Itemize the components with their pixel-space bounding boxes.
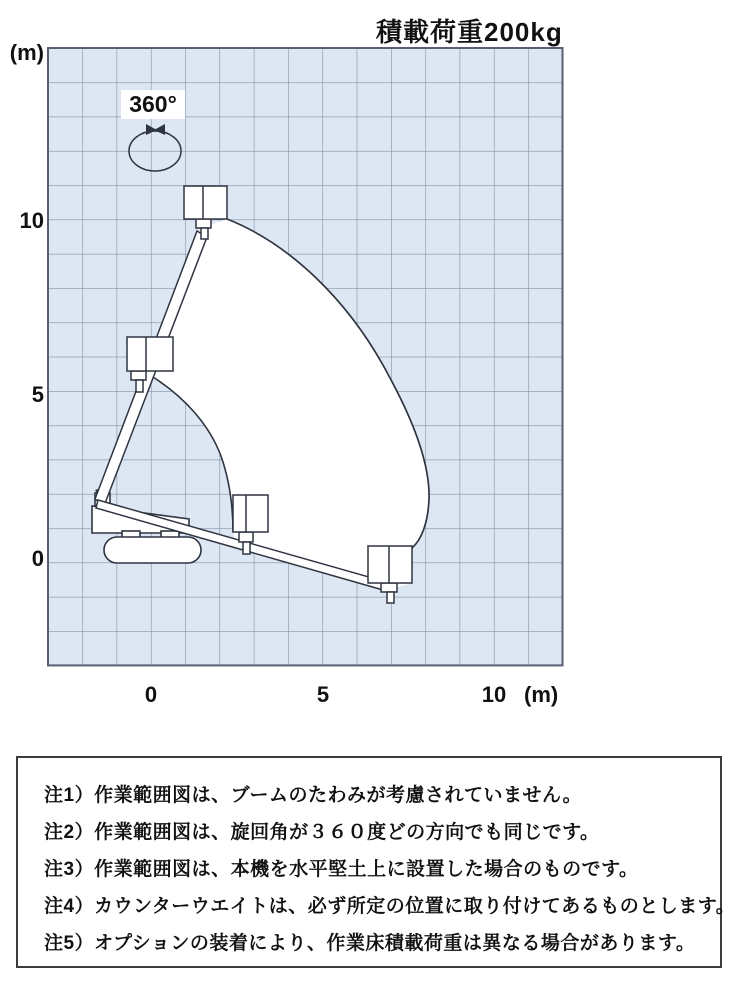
platform-mount [239, 532, 253, 542]
notes-box [16, 756, 736, 968]
y-axis-tick-5: 5 [31, 382, 44, 407]
x-axis-tick-0: 0 [144, 682, 158, 707]
x-axis-tick-5: 5 [316, 682, 330, 707]
swing-angle-label: 360° [121, 90, 185, 119]
platform-box [368, 546, 412, 583]
crawler-track [104, 537, 201, 563]
y-axis-unit: (m) [9, 40, 44, 65]
platform-mount [381, 583, 397, 592]
note-1: 注1）作業範囲図は、ブームのたわみが考慮されていません。 [44, 785, 583, 806]
x-axis-unit: (m) [524, 682, 559, 707]
platform-pin [201, 228, 208, 239]
x-axis-tick-10: 10 [481, 682, 507, 707]
platform-mount [196, 219, 211, 228]
platform-box [127, 337, 173, 371]
platform-mount [131, 371, 146, 380]
platform-pin [387, 592, 394, 603]
note-5: 注5）オプションの装着により、作業床積載荷重は異なる場合があります。 [44, 933, 696, 954]
note-2: 注2）作業範囲図は、旋回角が３６０度どの方向でも同じです。 [44, 822, 600, 843]
platform-box [184, 186, 227, 219]
note-4: 注4）カウンターウエイトは、必ず所定の位置に取り付けてあるものとします。 [44, 896, 736, 917]
page-title: 積載荷重200kg [376, 17, 563, 47]
platform-pin [136, 380, 143, 392]
platform-pin [243, 542, 250, 554]
note-3: 注3）作業範囲図は、本機を水平堅土上に設置した場合のものです。 [44, 859, 639, 880]
y-axis-tick-0: 0 [31, 546, 44, 571]
y-axis-tick-10: 10 [19, 208, 44, 233]
platform-box [233, 495, 268, 532]
